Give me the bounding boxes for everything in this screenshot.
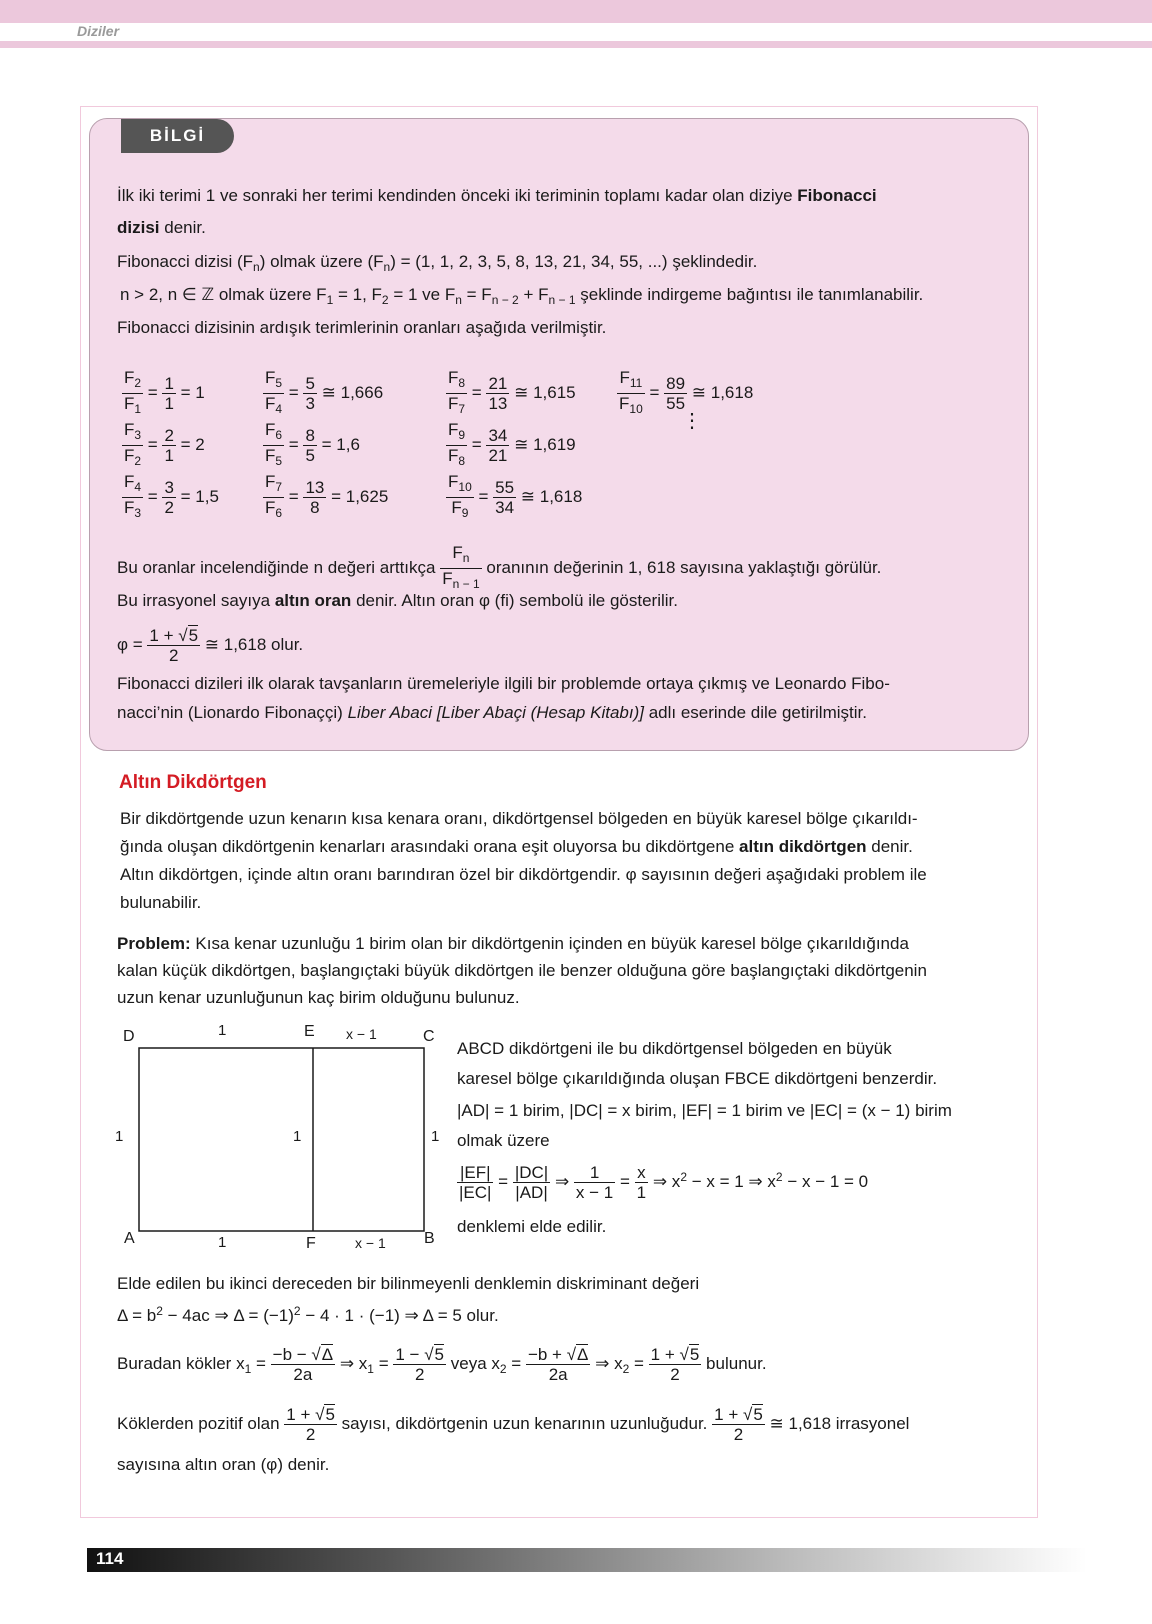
- label-e: E: [304, 1023, 315, 1040]
- ratio-item: $\frac{F_9}{F_8}$ = $\frac{34}{21}$ ≅ 1,619: [448, 420, 576, 468]
- ratio-item: $\frac{F_7}{F_6}$ = $\frac{13}{8}$ = 1,625: [265, 472, 389, 520]
- label-a: A: [124, 1230, 135, 1247]
- label-bottom-x: x − 1: [355, 1235, 386, 1251]
- ratio-item: $\frac{F_2}{F_1}$ = $\frac{1}{1}$ = 1: [124, 368, 205, 416]
- solution-positive-root: Köklerden pozitif olan $\frac{1 + √5}{2}$ sayısı, dikdörtgenin uzun kenarının uzunluğudur. $\frac{1 + √5}{2}$ ≅ 1,618 irrasyonel: [117, 1405, 910, 1444]
- vertical-ellipsis: ⋮: [682, 410, 702, 432]
- explain-equation: $\frac{|EF|}{|EC|}$ = $\frac{|DC|}{|AD|}$ ⇒ $\frac{1}{x - 1}$ = $\frac{x}{1}$ ⇒ $x^2 - x = 1$ ⇒ $x^2 - x - 1 = 0$: [459, 1163, 869, 1202]
- ratio-item: $\frac{F_6}{F_5}$ = $\frac{8}{5}$ = 1,6: [265, 420, 360, 468]
- page-number: 114: [96, 1549, 124, 1568]
- label-top-x: x − 1: [346, 1026, 377, 1042]
- info-badge: BİLGİ: [121, 119, 234, 153]
- solution-discriminant: $\Delta = b^2 - 4ac$ ⇒ $\Delta = (-1)^2 - 4 \cdot 1 \cdot (-1)$ ⇒ Δ = 5 olur.: [117, 1304, 499, 1325]
- golden-line-2: ğında oluşan dikdörtgenin kenarları arasındaki orana eşit oluyorsa bu dikdörtgene altın dikdörtgen denir.: [120, 837, 913, 856]
- label-b: B: [424, 1230, 435, 1247]
- explain-line-2: karesel bölge çıkarıldığında oluşan FBCE dikdörtgeni benzerdir.: [457, 1069, 938, 1088]
- problem-line-1: Problem: Kısa kenar uzunluğu 1 birim olan bir dikdörtgenin içinden en büyük karesel bölge çıkarıldığında: [117, 934, 909, 953]
- label-middle-1: 1: [293, 1128, 302, 1145]
- ratio-item: $\frac{F_5}{F_4}$ = $\frac{5}{3}$ ≅ 1,666: [265, 368, 384, 416]
- info-line-6: Bu oranlar incelendiğinde n değeri arttıkça $\frac{F_n}{F_{n - 1}}$ oranının değerinin 1, 618 sayısına yaklaştığı görülür.: [117, 543, 882, 591]
- info-line-7: Bu irrasyonel sayıya altın oran denir. Altın oran φ (fi) sembolü ile gösterilir.: [117, 591, 678, 610]
- label-c: C: [423, 1028, 435, 1045]
- info-line-1: İlk iki terimi 1 ve sonraki her terimi kendinden önceki iki teriminin toplamı kadar olan diziye Fibonacci: [117, 186, 877, 205]
- golden-line-3: Altın dikdörtgen, içinde altın oranı barındıran özel bir dikdörtgendir. φ sayısının değeri aşağıdaki problem ile: [120, 865, 927, 884]
- label-f: F: [306, 1235, 316, 1252]
- info-line-5: Fibonacci dizisinin ardışık terimlerinin oranları aşağıda verilmiştir.: [117, 318, 607, 337]
- label-bottom-1: 1: [218, 1234, 227, 1251]
- golden-rectangle-title: Altın Dikdörtgen: [119, 772, 267, 793]
- info-line-4: n > 2, n ∈ ℤ olmak üzere $F_1 = 1$, $F_2 = 1$ ve $F_n = F_{n - 2} + F_{n - 1}$ şeklinde indirgeme bağıntısı ile tanımlanabilir.: [120, 285, 924, 307]
- ratio-item: $\frac{F_8}{F_7}$ = $\frac{21}{13}$ ≅ 1,615: [448, 368, 576, 416]
- rectangle-abcd: [139, 1048, 424, 1231]
- info-line-9: nacci’nin (Lionardo Fibonaççi) Liber Abaci [Liber Abaçi (Hesap Kitabı)] adlı eserinde dile getirilmiştir.: [117, 703, 867, 722]
- section-header: Diziler: [77, 23, 120, 39]
- golden-line-4: bulunabilir.: [120, 893, 202, 912]
- solution-roots: Buradan kökler $x_1$ = $\frac{-b - √\Delta}{2a}$ ⇒ $x_1$ = $\frac{1 - √5}{2}$ veya $x_2$ = $\frac{-b + √\Delta}{2a}$ ⇒ $x_2$ = $\frac{1 + √5}{2}$ bulunur.: [117, 1345, 767, 1384]
- ratio-item: $\frac{F_4}{F_3}$ = $\frac{3}{2}$ = 1,5: [124, 472, 219, 520]
- ratio-item: $\frac{F_{10}}{F_9}$ = $\frac{55}{34}$ ≅ 1,618: [448, 472, 583, 520]
- footer-bar: [87, 1548, 1087, 1572]
- explain-line-4: olmak üzere: [457, 1131, 550, 1150]
- label-top-1: 1: [218, 1022, 227, 1039]
- label-right-1: 1: [431, 1128, 440, 1145]
- problem-line-2: kalan küçük dikdörtgen, başlangıçtaki büyük dikdörtgen ile benzer olduğuna göre başlangıçtaki dikdörtgenin: [117, 961, 927, 980]
- golden-line-1: Bir dikdörtgende uzun kenarın kısa kenara oranı, dikdörtgensel bölgeden en büyük karesel bölge çıkarıldı-: [120, 809, 918, 828]
- info-line-3: Fibonacci dizisi $(F_n)$ olmak üzere $(F_n) = (1$, 1, 2, 3, 5, 8, 13, 21, 34, 55, ...) şeklindedir.: [117, 252, 758, 274]
- ratio-item: $\frac{F_{11}}{F_{10}}$ = $\frac{89}{55}$ ≅ 1,618: [619, 368, 754, 416]
- solution-line-1: Elde edilen bu ikinci dereceden bir bilinmeyenli denklemin diskriminant değeri: [117, 1274, 700, 1293]
- explain-line-1: ABCD dikdörtgeni ile bu dikdörtgensel bölgeden en büyük: [457, 1039, 892, 1058]
- label-d: D: [123, 1028, 135, 1045]
- info-line-2: dizisi denir.: [117, 218, 206, 237]
- label-left-1: 1: [115, 1128, 124, 1145]
- explain-line-6: denklemi elde edilir.: [457, 1217, 607, 1236]
- info-phi-formula: φ = $\frac{1 + √5}{2}$ ≅ 1,618 olur.: [117, 626, 304, 665]
- ratio-item: $\frac{F_3}{F_2}$ = $\frac{2}{1}$ = 2: [124, 420, 205, 468]
- solution-last-line: sayısına altın oran (φ) denir.: [117, 1455, 330, 1474]
- info-line-8: Fibonacci dizileri ilk olarak tavşanların üremeleriyle ilgili bir problemde ortaya çıkmış ve Leonardo Fibo-: [117, 674, 890, 693]
- explain-line-3: |AD| = 1 birim, |DC| = x birim, |EF| = 1 birim ve |EC| = (x − 1) birim: [457, 1101, 952, 1120]
- problem-line-3: uzun kenar uzunluğunun kaç birim olduğunu bulunuz.: [117, 988, 520, 1007]
